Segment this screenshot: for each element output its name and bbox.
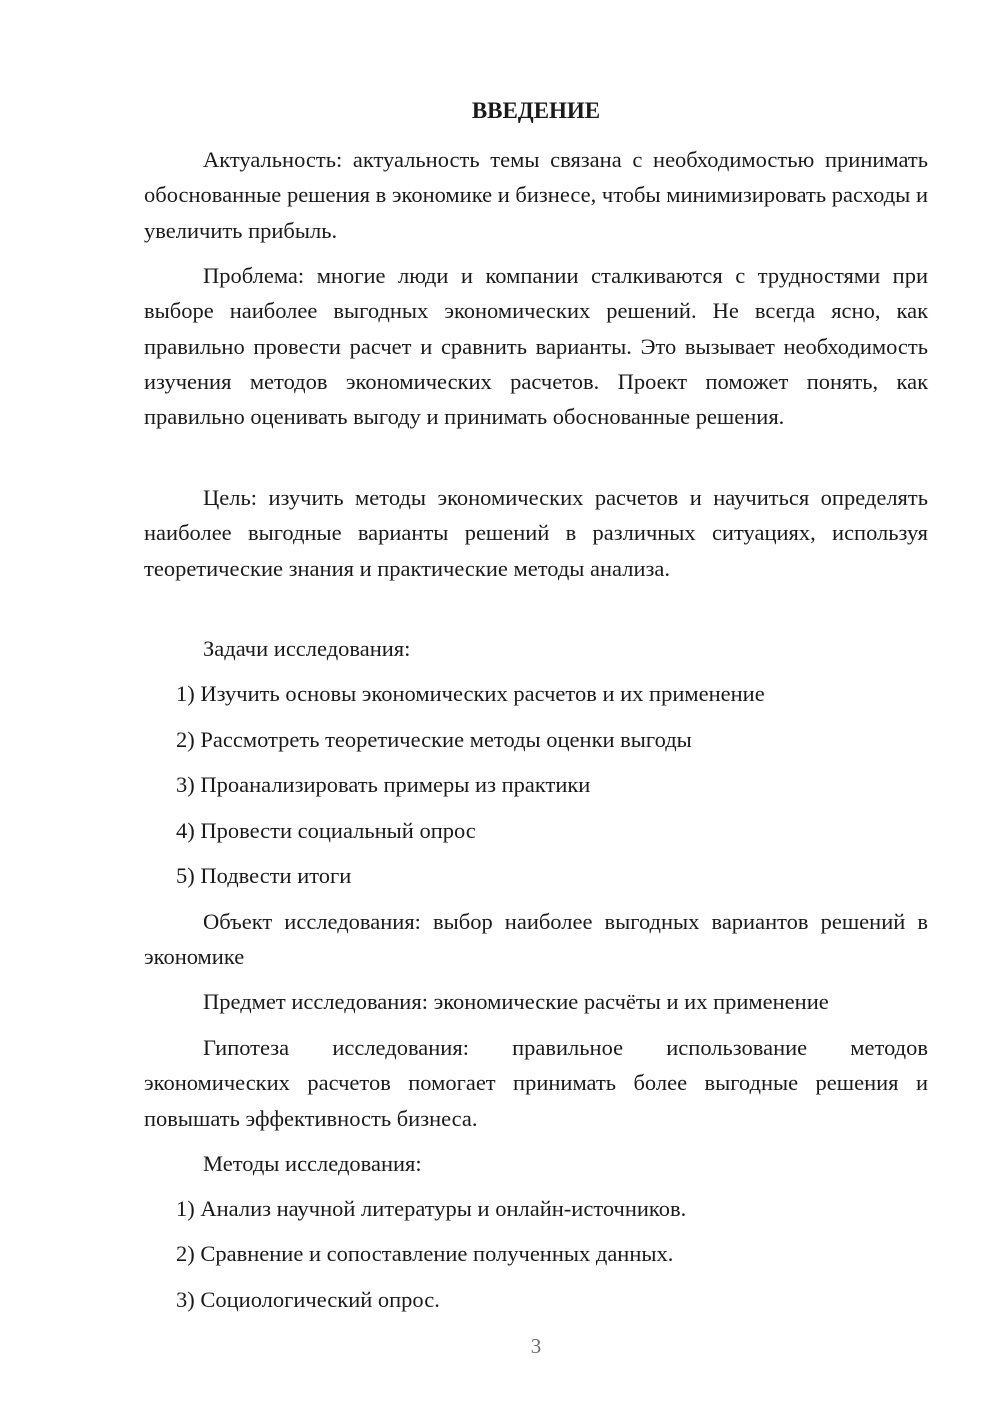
task-item: 4) Провести социальный опрос <box>176 818 476 843</box>
tasks-heading: Задачи исследования: <box>203 636 411 661</box>
hypothesis-section <box>144 1030 928 1136</box>
object-paragraph: Объект исследования: выбор наиболее выгодных вариантов решений в экономике <box>144 909 928 970</box>
method-item-2-wrap <box>144 1236 928 1271</box>
heading-container <box>0 96 928 126</box>
subject-paragraph: Предмет исследования: экономические расчёты и их применение <box>203 989 829 1014</box>
task-item: 3) Проанализировать примеры из практики <box>176 772 591 797</box>
task-item: 5) Подвести итоги <box>176 863 352 888</box>
hypothesis-paragraph: Гипотеза исследования: правильное использование методов экономических расчетов помогает принимать более выгодные решения и повышать эффективность бизнеса. <box>144 1035 928 1131</box>
goal-paragraph: Цель: изучить методы экономических расчетов и научиться определять наиболее выгодные варианты решений в различных ситуациях, используя теоретические знания и практические методы анализа. <box>144 485 928 581</box>
method-item: 2) Сравнение и сопоставление полученных данных. <box>176 1241 674 1266</box>
method-item: 1) Анализ научной литературы и онлайн-источников. <box>176 1196 687 1221</box>
methods-heading-section <box>144 1146 928 1181</box>
problem-section <box>144 258 928 434</box>
task-item-1-wrap <box>144 676 928 711</box>
task-item: 2) Рассмотреть теоретические методы оценки выгоды <box>176 727 692 752</box>
page-number: 3 <box>530 1334 542 1358</box>
task-item-4-wrap <box>144 813 928 848</box>
task-item-2-wrap <box>144 722 928 757</box>
method-item-1-wrap <box>144 1191 928 1226</box>
object-section <box>144 904 928 975</box>
method-item: 3) Социологический опрос. <box>176 1287 440 1312</box>
relevance-paragraph: Актуальность: актуальность темы связана с необходимостью принимать обоснованные решения в экономике и бизнесе, чтобы минимизировать расходы и увеличить прибыль. <box>144 147 928 243</box>
page-heading: ВВЕДЕНИЕ <box>471 98 601 123</box>
subject-section <box>144 984 928 1019</box>
task-item: 1) Изучить основы экономических расчетов и их применение <box>176 681 765 706</box>
task-item-3-wrap <box>144 767 928 802</box>
methods-heading: Методы исследования: <box>203 1151 422 1176</box>
problem-paragraph: Проблема: многие люди и компании сталкиваются с трудностями при выборе наиболее выгодных экономических решений. Не всегда ясно, как правильно провести расчет и сравнить варианты. Это вызывает необходимость изучения методов экономических расчетов. Проект поможет понять, как правильно оценивать выгоду и принимать обоснованные решения. <box>144 263 928 430</box>
method-item-3-wrap <box>144 1282 928 1317</box>
relevance-section <box>144 142 928 248</box>
tasks-heading-section <box>144 631 928 666</box>
goal-section <box>144 480 928 586</box>
task-item-5-wrap <box>144 858 928 893</box>
